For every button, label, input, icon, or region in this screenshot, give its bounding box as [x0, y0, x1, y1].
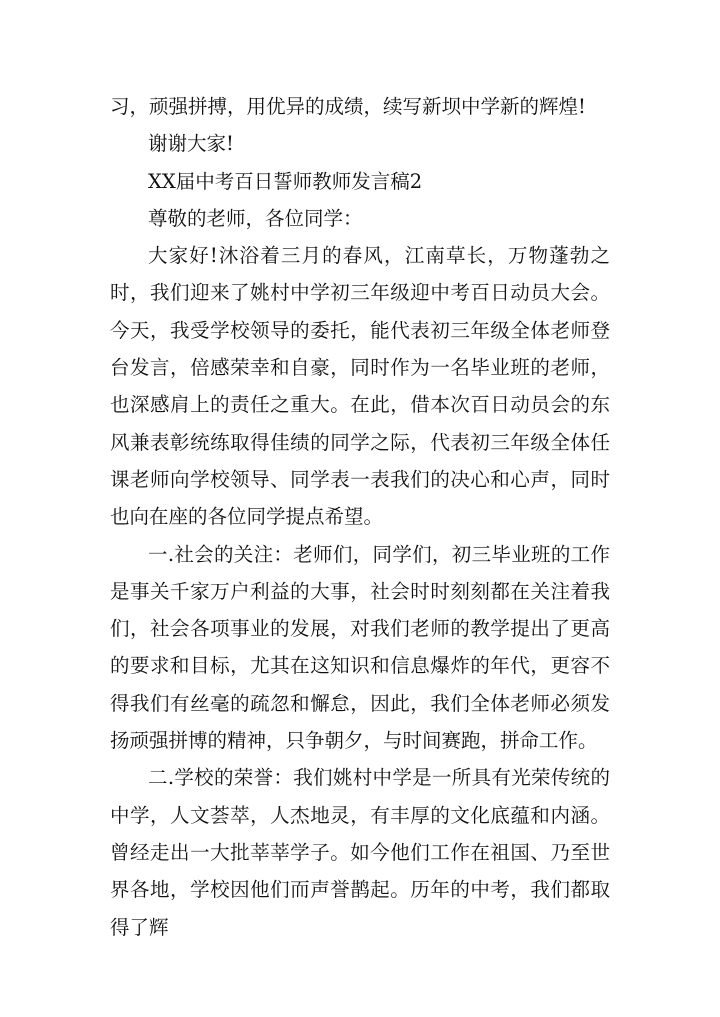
paragraph-social-attention: 一.社会的关注：老师们，同学们，初三毕业班的工作是事关千家万户利益的大事，社会时时刻刻都在关注着我们，社会各项事业的发展，对我们老师的教学提出了更高的要求和目标，尤其在这知识和信息爆炸的年代，更容不得我们有丝毫的疏忽和懈怠，因此，我们全体老师必须发扬顽强拼博的精神，只争朝夕，与时间赛跑，拼命工作。 [110, 542, 610, 753]
speech-title: XX届中考百日誓师教师发言稿2 [148, 169, 423, 193]
paragraph-thanks: 谢谢大家! [148, 132, 234, 156]
document-body [110, 88, 610, 946]
salutation: 尊敬的老师，各位同学： [148, 206, 363, 230]
paragraph-school-honor: 二.学校的荣誉：我们姚村中学是一所具有光荣传统的中学，人文荟萃，人杰地灵，有丰厚的文化底蕴和内涵。曾经走出一大批莘莘学子。如今他们工作在祖国、乃至世界各地，学校因他们而声誉鹊起。历年的中考，我们都取得了辉 [110, 766, 610, 939]
paragraph-opening: 大家好!沐浴着三月的春风，江南草长，万物蓬勃之时，我们迎来了姚村中学初三年级迎中考百日动员大会。今天，我受学校领导的委托，能代表初三年级全体老师登台发言，倍感荣幸和自豪，同时作为一名毕业班的老师，也深感肩上的责任之重大。在此，借本次百日动员会的东风兼表彰统练取得佳绩的同学之际，代表初三年级全体任课老师向学校领导、同学表一表我们的决心和心声，同时也向在座的各位同学提点希望。 [110, 244, 610, 529]
paragraph-closing-line: 习，顽强拼搏，用优异的成绩，续写新坝中学新的辉煌! [110, 95, 586, 118]
